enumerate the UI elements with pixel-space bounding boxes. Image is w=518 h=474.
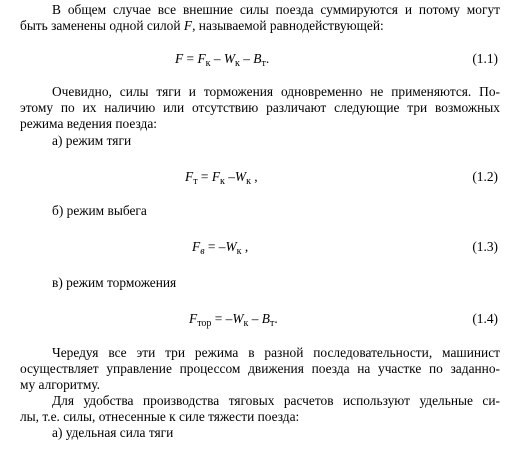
formula-1-2 [185, 168, 258, 186]
formula-symbol: W [234, 169, 247, 184]
formula-operator: = [183, 51, 198, 66]
formula-operator: = – [204, 239, 226, 254]
formula-subscript: т [261, 58, 266, 69]
formula-symbol: F [189, 311, 198, 326]
formula-subscript: т [193, 176, 198, 187]
formula-symbol: W [223, 51, 236, 66]
equation-number-1-2: (1.2) [472, 169, 498, 184]
formula-subscript: т [269, 318, 275, 329]
formula-operator: – [239, 51, 254, 66]
formula-operator: = [197, 169, 212, 184]
formula-subscript: к [205, 58, 211, 69]
paragraph-1-line-1: В общем случае все внешние силы поезда суммируются и потому могут [52, 2, 500, 17]
formula-symbol: B [261, 311, 270, 326]
formula-subscript: тор [197, 318, 212, 329]
mode-b-label: б) режим выбега [52, 203, 147, 218]
paragraph-2-line-2: этому по их наличию или отсутствию различают следующие три возможных [20, 100, 500, 115]
formula-subscript: к [243, 318, 249, 329]
formula-subscript: в [200, 246, 205, 257]
paragraph-1-line-2: быть заменены одной силой F, называемой равнодействующей: [20, 18, 384, 33]
formula-punctuation: , [241, 239, 249, 254]
formula-subscript: к [246, 176, 251, 187]
formula-subscript: к [235, 58, 240, 69]
formula-punctuation: . [265, 51, 270, 66]
formula-symbol: B [253, 51, 262, 66]
formula-operator: – [210, 51, 224, 66]
equation-number-1-4: (1.4) [472, 311, 498, 326]
mode-c-label: в) режим торможения [52, 275, 177, 290]
paragraph-2-line-3: режима ведения поезда: [20, 116, 157, 131]
formula-symbol: F [175, 51, 184, 66]
formula-operator: = – [211, 311, 233, 326]
formula-1-1 [175, 50, 269, 68]
formula-1-3 [192, 238, 248, 256]
formula-symbol: F [197, 51, 206, 66]
equation-number-1-1: (1.1) [472, 51, 498, 66]
formula-operator: – [248, 311, 262, 326]
formula-operator: – [224, 169, 235, 184]
item-a-specific-traction: а) удельная сила тяги [52, 425, 174, 440]
formula-punctuation: , [250, 169, 258, 184]
formula-subscript: к [236, 246, 242, 257]
formula-symbol: F [185, 169, 194, 184]
formula-symbol: F [192, 239, 201, 254]
formula-symbol: W [225, 239, 237, 254]
mode-a-label: а) режим тяги [52, 133, 132, 148]
paragraph-2-line-1: Очевидно, силы тяги и торможения одновременно не применяются. По- [52, 84, 500, 99]
paragraph-3-line-2: осуществляет управление процессом движения поезда на участке по заданно- [20, 361, 500, 376]
formula-subscript: к [220, 176, 225, 187]
formula-1-4 [189, 310, 278, 328]
formula-symbol: F [211, 169, 220, 184]
paragraph-3-line-3: му алгоритму. [20, 377, 101, 392]
equation-number-1-3: (1.3) [472, 239, 498, 254]
paragraph-3-line-1: Чередуя все эти три режима в разной последовательности, машинист [52, 345, 500, 360]
formula-symbol: W [232, 311, 244, 326]
paragraph-4-line-2: лы, т.е. силы, отнесенные к силе тяжести поезда: [20, 409, 300, 424]
formula-punctuation: . [274, 311, 278, 326]
paragraph-4-line-1: Для удобства производства тяговых расчетов используют удельные си- [52, 393, 500, 408]
